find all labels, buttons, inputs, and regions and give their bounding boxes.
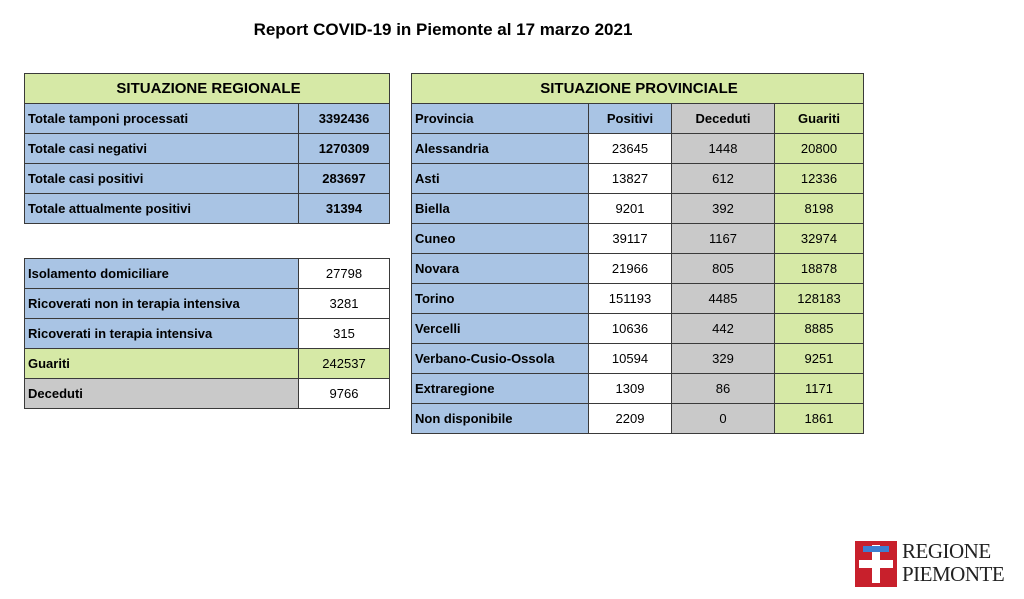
guariti-cell: 1861	[775, 404, 864, 434]
row-value: 283697	[299, 164, 390, 194]
guariti-cell: 18878	[775, 254, 864, 284]
table-row	[412, 164, 864, 194]
row-value: 9766	[299, 379, 390, 409]
row-value: 3281	[299, 289, 390, 319]
table-row	[25, 349, 390, 379]
row-label: Ricoverati in terapia intensiva	[25, 319, 299, 349]
guariti-cell: 12336	[775, 164, 864, 194]
row-label: Totale casi positivi	[25, 164, 299, 194]
guariti-cell: 128183	[775, 284, 864, 314]
deceduti-cell: 86	[672, 374, 775, 404]
guariti-cell: 20800	[775, 134, 864, 164]
deceduti-cell: 442	[672, 314, 775, 344]
provincia-cell: Biella	[412, 194, 589, 224]
deceduti-cell: 805	[672, 254, 775, 284]
table-row	[412, 374, 864, 404]
provincia-cell: Novara	[412, 254, 589, 284]
positivi-cell: 1309	[589, 374, 672, 404]
guariti-cell: 8885	[775, 314, 864, 344]
row-label: Totale tamponi processati	[25, 104, 299, 134]
table-row	[412, 254, 864, 284]
column-header-guariti: Guariti	[775, 104, 864, 134]
logo-text	[902, 540, 1004, 586]
deceduti-cell: 1167	[672, 224, 775, 254]
provincia-cell: Torino	[412, 284, 589, 314]
positivi-cell: 10636	[589, 314, 672, 344]
row-value: 3392436	[299, 104, 390, 134]
table-row	[25, 319, 390, 349]
provincia-cell: Vercelli	[412, 314, 589, 344]
provincial-table	[411, 73, 864, 434]
row-label: Isolamento domiciliare	[25, 259, 299, 289]
table-row	[412, 194, 864, 224]
table-row	[25, 134, 390, 164]
row-value: 315	[299, 319, 390, 349]
table-row	[25, 379, 390, 409]
column-header-provincia: Provincia	[412, 104, 589, 134]
deceduti-cell: 0	[672, 404, 775, 434]
guariti-cell: 1171	[775, 374, 864, 404]
provincia-cell: Cuneo	[412, 224, 589, 254]
positivi-cell: 10594	[589, 344, 672, 374]
logo-line-2: PIEMONTE	[902, 562, 1005, 586]
logo-line-1: REGIONE	[902, 539, 991, 563]
row-label: Guariti	[25, 349, 299, 379]
table-row	[412, 404, 864, 434]
positivi-cell: 2209	[589, 404, 672, 434]
regional-header: SITUAZIONE REGIONALE	[25, 74, 390, 104]
column-header-positivi: Positivi	[589, 104, 672, 134]
deceduti-cell: 1448	[672, 134, 775, 164]
row-value: 1270309	[299, 134, 390, 164]
deceduti-cell: 612	[672, 164, 775, 194]
provincial-header: SITUAZIONE PROVINCIALE	[412, 74, 864, 104]
row-value: 31394	[299, 194, 390, 224]
provincia-cell: Alessandria	[412, 134, 589, 164]
row-label: Ricoverati non in terapia intensiva	[25, 289, 299, 319]
regione-emblem-icon	[855, 541, 897, 587]
report-title: Report COVID-19 in Piemonte al 17 marzo 2021	[253, 20, 633, 39]
table-row	[412, 224, 864, 254]
positivi-cell: 9201	[589, 194, 672, 224]
table-row	[25, 164, 390, 194]
provincia-cell: Non disponibile	[412, 404, 589, 434]
table-row	[25, 104, 390, 134]
table-row	[412, 134, 864, 164]
positivi-cell: 21966	[589, 254, 672, 284]
table-row	[412, 284, 864, 314]
row-value: 242537	[299, 349, 390, 379]
positivi-cell: 39117	[589, 224, 672, 254]
column-header-row	[412, 104, 864, 134]
table-row	[25, 289, 390, 319]
provincia-cell: Asti	[412, 164, 589, 194]
provincia-cell: Verbano-Cusio-Ossola	[412, 344, 589, 374]
guariti-cell: 9251	[775, 344, 864, 374]
deceduti-cell: 392	[672, 194, 775, 224]
deceduti-cell: 4485	[672, 284, 775, 314]
positivi-cell: 151193	[589, 284, 672, 314]
provincia-cell: Extraregione	[412, 374, 589, 404]
guariti-cell: 8198	[775, 194, 864, 224]
guariti-cell: 32974	[775, 224, 864, 254]
table-row	[412, 314, 864, 344]
row-label: Deceduti	[25, 379, 299, 409]
table-row	[25, 259, 390, 289]
table-row	[412, 344, 864, 374]
table-row	[25, 194, 390, 224]
positivi-cell: 23645	[589, 134, 672, 164]
regional-summary-table	[24, 73, 390, 224]
regional-detail-table	[24, 258, 390, 409]
deceduti-cell: 329	[672, 344, 775, 374]
row-value: 27798	[299, 259, 390, 289]
regione-piemonte-logo	[855, 540, 1005, 590]
column-header-deceduti: Deceduti	[672, 104, 775, 134]
row-label: Totale attualmente positivi	[25, 194, 299, 224]
row-label: Totale casi negativi	[25, 134, 299, 164]
positivi-cell: 13827	[589, 164, 672, 194]
